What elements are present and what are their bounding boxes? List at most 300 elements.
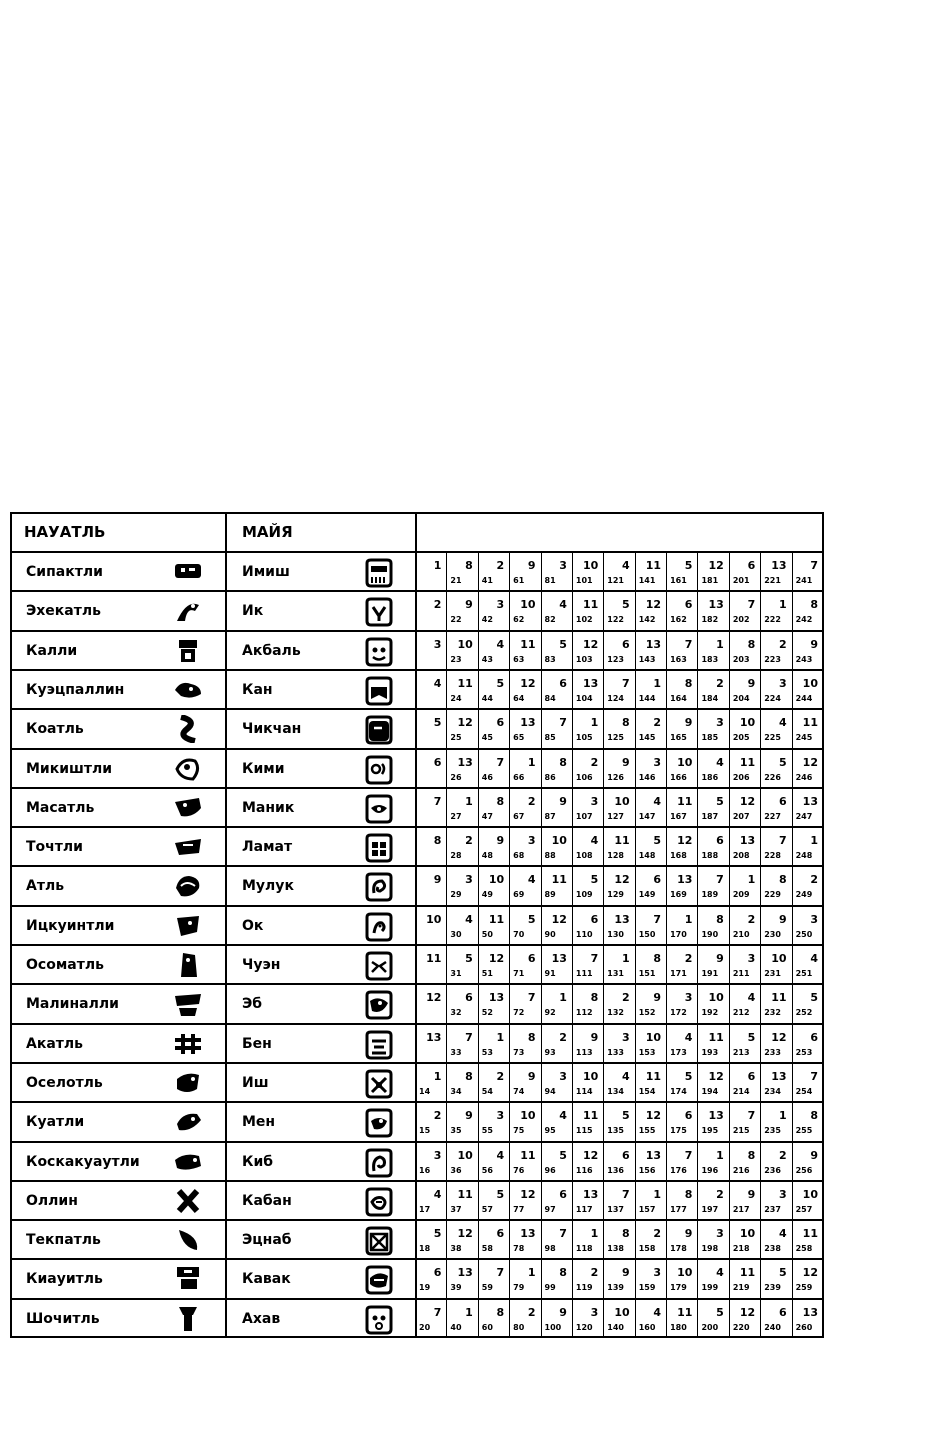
muluc-glyph-icon [362,871,396,907]
day-count: 56 [481,1165,493,1175]
day-count: 80 [513,1322,525,1332]
day-count: 147 [638,811,656,821]
day-count: 125 [607,733,624,743]
day-number: 13 [520,716,536,730]
day-number: 11 [802,716,818,730]
day-number: 10 [457,637,473,651]
maya-day-name: Мен [242,1114,276,1131]
day-number: 1 [810,834,818,848]
day-count: 176 [670,1165,687,1175]
day-count: 101 [575,576,593,585]
day-number: 4 [778,716,787,730]
day-number: 2 [527,794,536,808]
day-number: 1 [778,1109,787,1123]
day-number: 3 [590,1305,599,1319]
ahau-glyph-icon [362,1304,396,1340]
day-number: 13 [614,912,630,926]
day-number: 2 [590,755,599,769]
day-count: 146 [638,772,656,782]
day-count: 189 [701,890,719,900]
day-count: 85 [544,733,556,743]
day-count: 233 [764,1047,781,1057]
day-number: 1 [527,755,536,769]
day-count: 243 [795,654,813,664]
day-number: 13 [645,1148,662,1162]
header-maya: МАЙЯ [242,523,293,541]
day-count: 110 [575,929,593,939]
day-number: 5 [684,1069,693,1083]
day-count: 112 [575,1008,593,1018]
day-number: 9 [747,1187,756,1201]
day-count: 160 [638,1322,656,1332]
day-count: 235 [764,1126,781,1136]
nahuatl-day-name: Масатль [26,799,95,816]
day-number: 2 [622,991,630,1005]
day-count: 73 [513,1047,525,1057]
day-number: 12 [802,755,818,769]
day-number: 10 [457,1148,473,1162]
day-number: 2 [810,873,818,887]
day-number: 9 [684,716,693,730]
day-count: 187 [701,811,719,821]
day-count: 183 [701,654,719,664]
day-count: 208 [732,851,750,861]
day-number: 5 [653,834,662,848]
day-count: 178 [670,1244,687,1254]
table-border-right [822,512,824,1338]
day-number: 5 [527,912,536,926]
table-row-rule [10,1219,824,1221]
day-number: 10 [614,1305,630,1319]
day-count: 133 [607,1047,624,1057]
day-count: 104 [575,693,593,703]
day-count: 84 [544,693,556,703]
day-number: 1 [747,873,756,887]
day-number: 1 [590,716,599,730]
day-number: 2 [590,1266,599,1280]
day-count: 251 [795,969,813,978]
day-count: 100 [544,1322,562,1332]
cimi-glyph-icon [362,754,396,790]
day-number: 3 [496,1109,505,1123]
day-count: 214 [732,1086,750,1096]
day-count: 245 [795,733,813,743]
day-count: 179 [670,1283,687,1293]
day-count: 23 [450,654,462,664]
day-number: 3 [778,1187,787,1201]
day-number: 11 [457,676,473,690]
day-number: 3 [527,834,536,848]
day-count: 204 [732,693,750,703]
day-count: 174 [670,1086,687,1096]
column-divider-nahuatl [225,512,227,1338]
day-number: 4 [810,952,818,965]
table-row-rule [10,944,824,946]
day-number: 5 [684,559,693,572]
day-number: 11 [708,1030,724,1044]
cib-glyph-icon [362,1147,396,1183]
day-number: 3 [716,716,724,730]
day-count: 143 [638,654,656,664]
day-number: 7 [433,794,442,808]
day-count: 149 [638,890,656,900]
day-number: 5 [559,1148,567,1162]
day-count: 212 [732,1008,750,1018]
day-count: 144 [638,693,656,703]
nahuatl-day-name: Оллин [26,1192,78,1209]
day-number: 3 [653,755,662,769]
ocelotl-glyph-icon [172,1069,204,1101]
day-number: 4 [496,1148,505,1162]
day-number: 13 [771,1069,787,1083]
day-count: 190 [701,929,719,939]
day-number: 6 [747,559,756,572]
day-count: 139 [607,1283,624,1293]
day-count: 153 [638,1047,656,1057]
day-count: 191 [701,969,719,978]
day-number: 3 [622,1030,630,1044]
day-number: 7 [559,1227,567,1241]
day-count: 198 [701,1244,719,1254]
day-count: 231 [764,969,781,978]
day-number: 3 [433,1148,442,1162]
day-number: 1 [716,637,724,651]
day-number: 1 [590,1227,599,1241]
day-count: 203 [732,654,750,664]
day-count: 30 [450,929,462,939]
day-count: 90 [544,929,556,939]
tecpatl-glyph-icon [172,1226,204,1258]
day-number: 7 [747,1109,756,1123]
day-count: 40 [450,1322,462,1332]
day-number: 12 [551,912,567,926]
day-count: 79 [513,1283,525,1293]
day-number: 11 [614,834,630,848]
day-number: 13 [771,559,787,572]
day-count: 26 [450,772,462,782]
day-number: 13 [645,637,662,651]
day-count: 106 [575,772,593,782]
day-number: 7 [527,991,536,1005]
day-number: 1 [684,912,693,926]
day-count: 65 [513,733,525,743]
day-count: 223 [764,654,781,664]
table-border-left [10,512,12,1338]
itzcuintli-glyph-icon [172,912,204,944]
day-number: 11 [802,1227,818,1241]
day-number: 1 [778,598,787,612]
day-count: 21 [450,576,462,585]
day-count: 154 [638,1086,656,1096]
nahuatl-day-name: Текпатль [26,1232,101,1249]
day-number: 2 [527,1305,536,1319]
day-count: 68 [513,851,525,861]
day-number: 9 [810,1148,818,1162]
day-count: 220 [732,1322,750,1332]
nahuatl-day-name: Коатль [26,721,84,738]
day-number: 5 [716,1305,724,1319]
day-number: 10 [771,952,787,965]
day-count: 221 [764,576,781,585]
day-count: 88 [544,851,556,861]
maya-day-name: Мулук [242,878,294,895]
etznab-glyph-icon [362,1225,396,1261]
day-count: 74 [513,1086,525,1096]
ozomatli-glyph-icon [172,951,204,983]
day-number: 12 [457,1227,473,1241]
mazatl-glyph-icon [172,794,204,826]
chuen-glyph-icon [362,950,396,986]
day-number: 8 [559,755,567,769]
day-count: 49 [481,890,493,900]
cipactli-glyph-icon [172,558,204,590]
day-number: 1 [433,1069,442,1083]
day-count: 115 [575,1126,593,1136]
day-number: 11 [582,598,599,612]
day-number: 6 [778,1305,787,1319]
eb-glyph-icon [362,989,396,1025]
day-count: 140 [607,1322,624,1332]
day-number: 11 [520,1148,536,1162]
day-count: 105 [575,733,593,743]
day-number: 8 [496,794,505,808]
day-count: 114 [575,1086,593,1096]
day-count: 171 [670,969,687,978]
day-count: 120 [575,1322,593,1332]
table-row-rule [10,1023,824,1025]
day-count: 151 [638,969,656,978]
day-number: 10 [677,1266,693,1280]
day-number: 9 [778,912,787,926]
day-number: 12 [488,952,505,965]
day-number: 9 [622,755,630,769]
day-number: 10 [802,676,818,690]
table-border-bottom [10,1336,824,1338]
day-number: 9 [465,598,473,612]
day-count: 152 [638,1008,656,1018]
day-count: 199 [701,1283,719,1293]
day-number: 3 [590,794,599,808]
table-row-rule [10,708,824,710]
day-count: 97 [544,1204,556,1214]
day-count: 161 [670,576,687,585]
day-number: 8 [590,991,599,1005]
day-count: 43 [481,654,493,664]
day-number: 2 [433,598,442,612]
day-number: 12 [520,1187,536,1201]
day-number: 7 [747,598,756,612]
malinalli-glyph-icon [172,990,204,1022]
maya-day-name: Кан [242,681,273,698]
header-divider [10,551,824,553]
day-number: 9 [684,1227,693,1241]
day-count: 209 [732,890,750,900]
day-number: 5 [433,1227,442,1241]
day-count: 44 [481,693,493,703]
day-count: 170 [670,929,687,939]
day-number: 13 [551,952,567,965]
day-count: 207 [732,811,750,821]
day-count: 145 [638,733,656,743]
day-number: 2 [496,1069,505,1083]
day-count: 260 [795,1322,813,1332]
day-count: 250 [795,929,813,939]
day-count: 138 [607,1244,624,1254]
day-number: 9 [527,559,536,572]
day-number: 3 [653,1266,662,1280]
day-number: 2 [716,1187,724,1201]
day-number: 12 [645,598,662,612]
day-count: 108 [575,851,593,861]
day-count: 234 [764,1086,781,1096]
table-row-rule [10,865,824,867]
maya-day-name: Акбаль [242,642,301,659]
day-count: 129 [607,890,624,900]
day-count: 128 [607,851,624,861]
day-count: 122 [607,615,624,625]
day-number: 13 [426,1030,442,1044]
day-count: 228 [764,851,781,861]
day-number: 11 [426,952,442,965]
day-number: 1 [653,1187,662,1201]
table-row-rule [10,748,824,750]
day-number: 2 [716,676,724,690]
day-count: 184 [701,693,719,703]
day-number: 9 [622,1266,630,1280]
day-count: 71 [513,969,525,978]
day-number: 12 [771,1030,787,1044]
day-count: 58 [481,1244,493,1254]
day-number: 11 [739,755,756,769]
day-number: 5 [590,873,599,887]
day-number: 7 [684,1148,693,1162]
day-count: 117 [575,1204,593,1214]
day-number: 8 [747,637,756,651]
day-count: 180 [670,1322,687,1332]
day-count: 131 [607,969,624,978]
day-number: 12 [708,1069,724,1083]
day-count: 200 [701,1322,719,1332]
nahuatl-day-name: Шочитль [26,1310,100,1327]
day-count: 237 [764,1204,781,1214]
day-number: 8 [778,873,787,887]
day-number: 5 [747,1030,756,1044]
day-count: 53 [481,1047,493,1057]
day-count: 193 [701,1047,719,1057]
day-count: 195 [701,1126,719,1136]
day-number: 9 [496,834,505,848]
day-number: 5 [622,598,630,612]
day-count: 109 [575,890,593,900]
day-number: 12 [426,991,442,1005]
day-number: 3 [496,598,505,612]
day-number: 5 [716,794,724,808]
day-number: 10 [551,834,567,848]
nahuatl-day-name: Малиналли [26,996,119,1013]
nahuatl-day-name: Атль [26,878,65,895]
table-row-rule [10,1298,824,1300]
maya-day-name: Чикчан [242,721,302,738]
day-count: 197 [701,1204,719,1214]
day-number: 12 [582,637,599,651]
day-count: 244 [795,693,813,703]
day-number: 6 [527,952,536,965]
day-number: 12 [457,716,473,730]
day-count: 202 [732,615,750,625]
day-number: 8 [433,834,442,848]
day-count: 150 [638,929,656,939]
day-count: 89 [544,890,556,900]
day-count: 132 [607,1008,624,1018]
day-count: 167 [670,811,687,821]
day-count: 201 [732,576,750,585]
day-number: 10 [645,1030,662,1044]
day-number: 9 [810,637,818,651]
table-row-rule [10,787,824,789]
day-number: 5 [465,952,473,965]
tzolkin-table [10,512,824,1338]
table-row-rule [10,1101,824,1103]
day-number: 3 [810,912,818,926]
day-count: 20 [419,1322,431,1332]
day-count: 46 [481,772,493,782]
day-count: 236 [764,1165,781,1175]
maya-day-name: Маник [242,799,295,816]
day-number: 1 [465,794,473,808]
day-count: 99 [544,1283,556,1293]
day-count: 226 [764,772,781,782]
day-count: 216 [732,1165,750,1175]
day-number: 6 [622,637,630,651]
day-count: 39 [450,1283,462,1293]
day-count: 137 [607,1204,624,1214]
day-count: 256 [795,1165,813,1175]
day-count: 259 [795,1283,813,1293]
day-count: 148 [638,851,656,861]
day-count: 130 [607,929,624,939]
day-count: 87 [544,811,556,821]
day-number: 12 [582,1148,599,1162]
day-number: 1 [465,1305,473,1319]
day-count: 222 [764,615,781,625]
day-count: 205 [732,733,750,743]
day-count: 37 [450,1204,462,1214]
day-number: 9 [527,1069,536,1083]
day-number: 11 [582,1109,599,1123]
day-number: 2 [496,559,505,572]
day-number: 13 [488,991,505,1005]
day-number: 8 [716,912,724,926]
day-number: 11 [677,794,693,808]
day-number: 7 [622,676,630,690]
maya-day-name: Кавак [242,1271,291,1288]
day-count: 119 [575,1283,593,1293]
day-count: 31 [450,969,462,978]
day-number: 2 [465,834,473,848]
day-count: 59 [481,1283,493,1293]
day-count: 135 [607,1126,624,1136]
cozcacuauhtli-glyph-icon [172,1148,204,1180]
day-count: 82 [544,615,556,625]
day-count: 255 [795,1126,813,1136]
day-count: 16 [419,1165,431,1175]
cauac-glyph-icon [362,1264,396,1300]
day-number: 6 [433,1266,442,1280]
day-number: 4 [433,1187,442,1201]
day-count: 218 [732,1244,750,1254]
nahuatl-day-name: Ицкуинтли [26,917,115,934]
maya-day-name: Ламат [242,839,293,856]
